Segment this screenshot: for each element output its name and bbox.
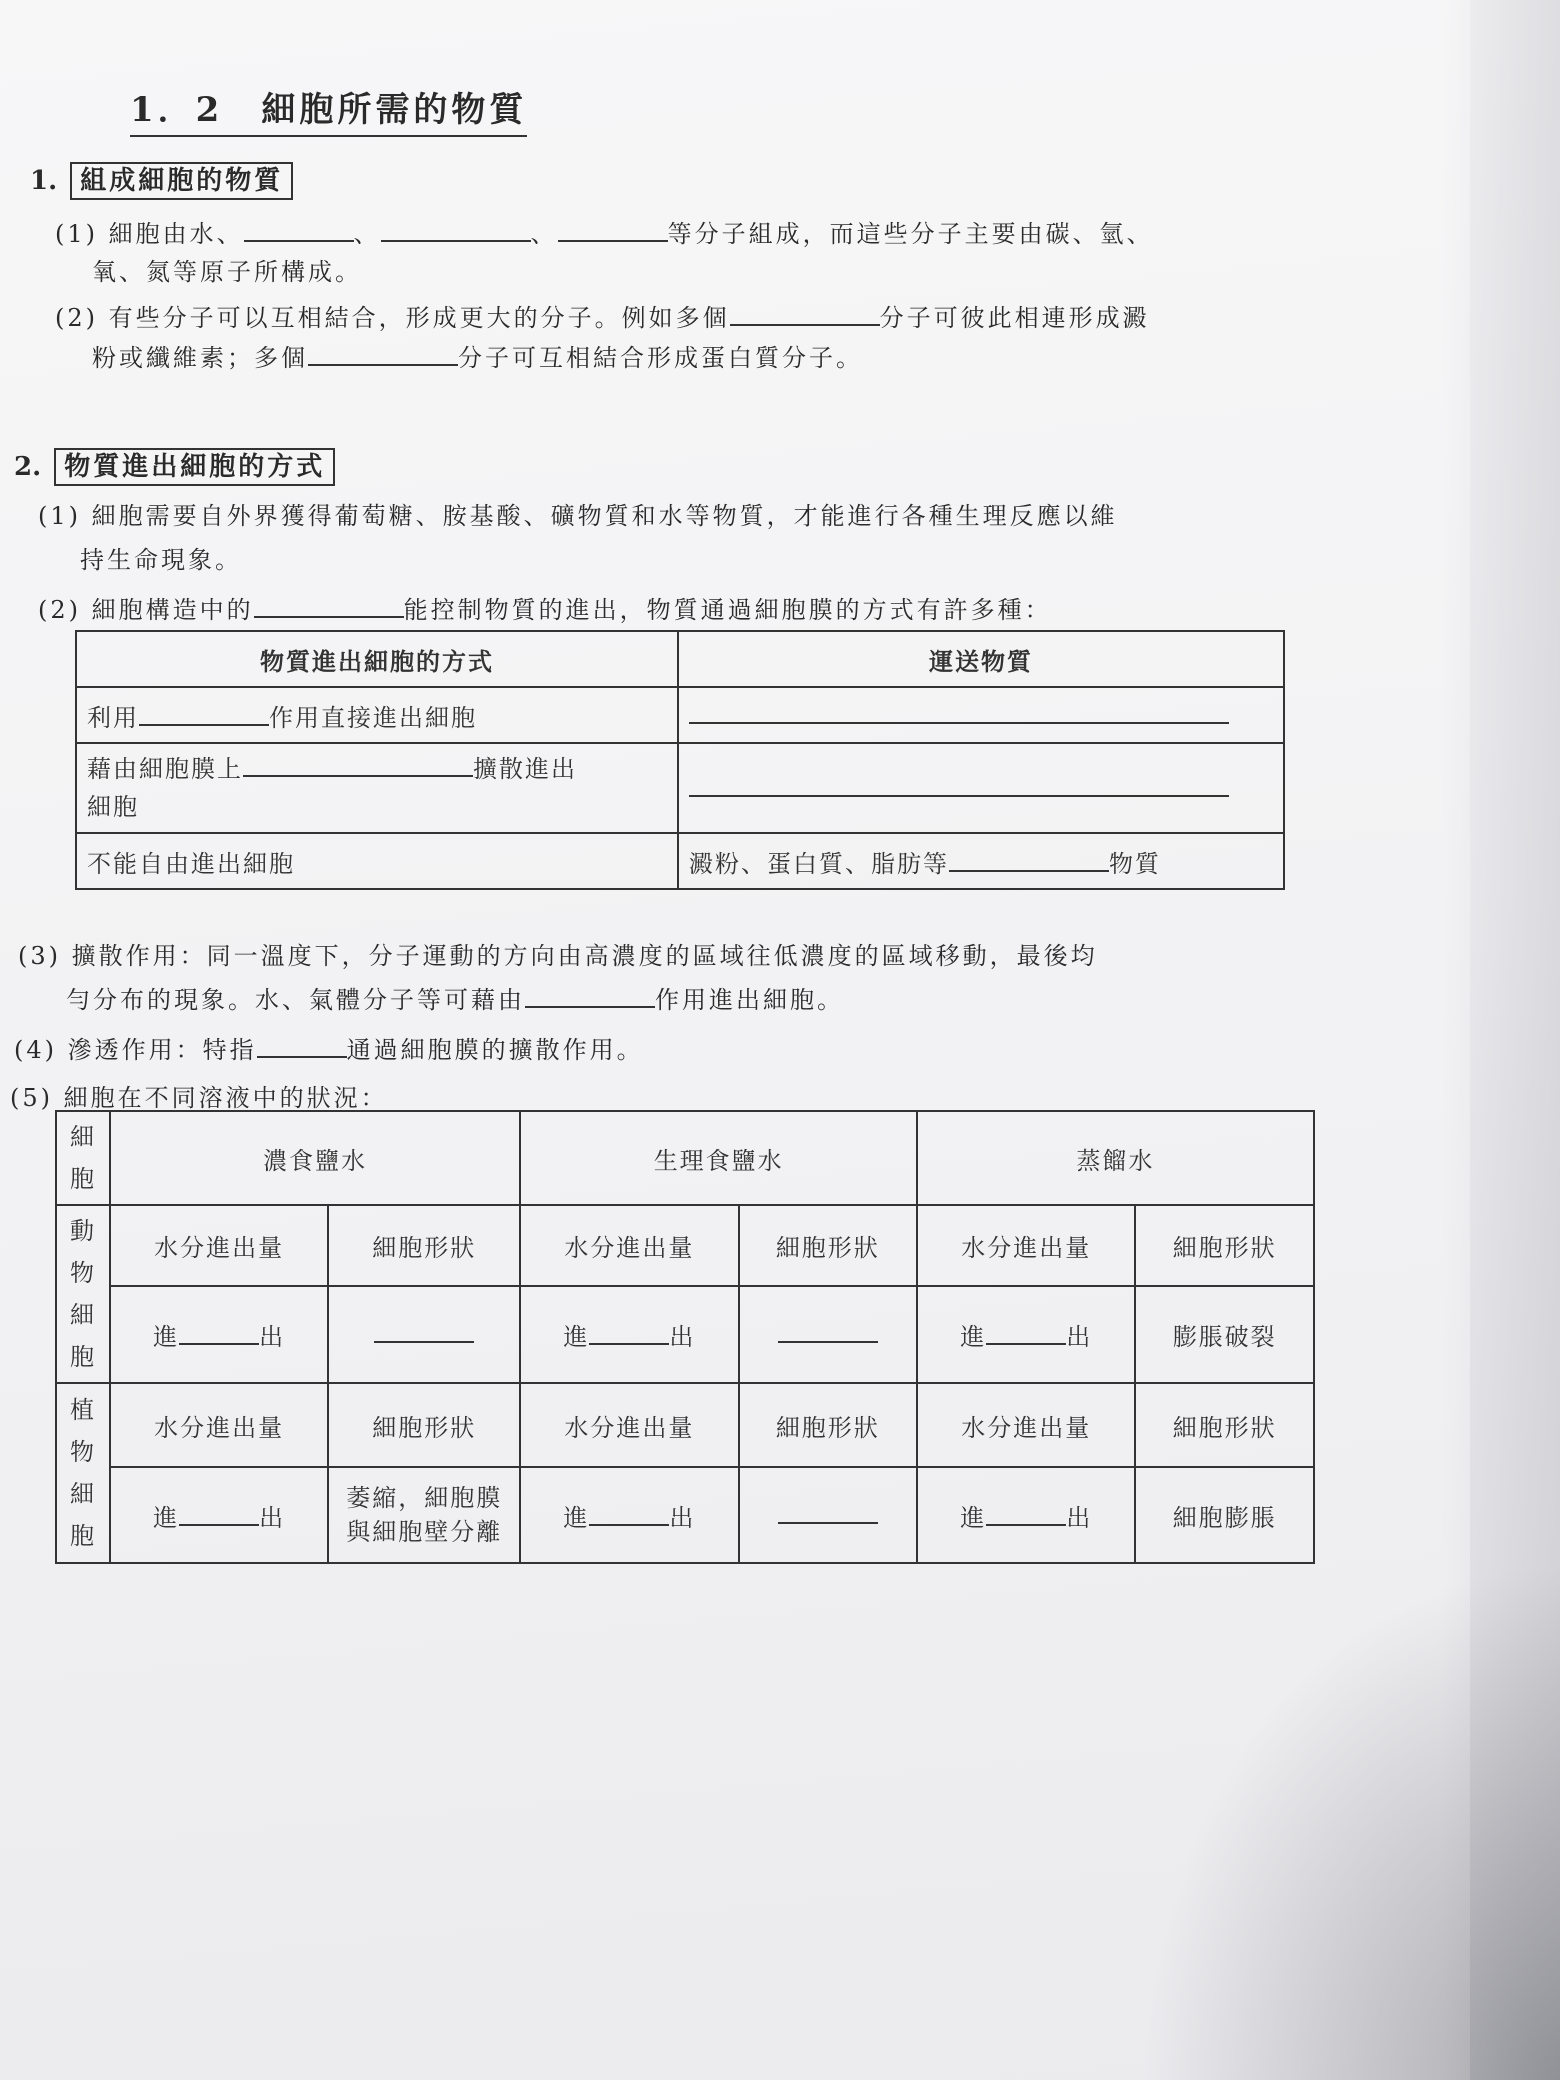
text: 通過細胞膜的擴散作用。 xyxy=(346,1036,644,1064)
answer-blank[interactable] xyxy=(689,700,1229,724)
table-cell xyxy=(520,1286,738,1383)
text: 作用進出細胞。 xyxy=(655,986,844,1014)
table-row xyxy=(76,687,1284,743)
table-header: 蒸餾水 xyxy=(917,1111,1314,1205)
table-cell: 水分進出量 xyxy=(110,1205,328,1286)
para4 xyxy=(14,1030,644,1065)
table-cell xyxy=(520,1467,738,1563)
table-header: 生理食鹽水 xyxy=(520,1111,917,1205)
table-row xyxy=(56,1111,1314,1205)
answer-blank[interactable] xyxy=(254,594,404,618)
answer-blank[interactable] xyxy=(730,302,880,326)
row-header-plant: 植物細胞 xyxy=(56,1383,110,1563)
text: 進 xyxy=(563,1322,590,1351)
section2-title: 物質進出細胞的方式 xyxy=(54,448,335,486)
table-cell xyxy=(328,1286,520,1383)
text: 進 xyxy=(563,1503,590,1532)
text: 出 xyxy=(1066,1322,1093,1351)
table-cell: 水分進出量 xyxy=(520,1383,738,1467)
table-corner: 細胞 xyxy=(56,1111,110,1205)
para3-line1: (3) 擴散作用：同一溫度下，分子運動的方向由高濃度的區域往低濃度的區域移動，最後均 xyxy=(18,942,1098,970)
row-header-animal: 動物細胞 xyxy=(56,1205,110,1383)
text: 進 xyxy=(960,1503,987,1532)
table-cell: 細胞形狀 xyxy=(328,1383,520,1467)
table-row xyxy=(76,833,1284,889)
table-cell: 水分進出量 xyxy=(110,1383,328,1467)
section1-number: 1. xyxy=(30,166,58,196)
table-header: 濃食鹽水 xyxy=(110,1111,520,1205)
answer-blank[interactable] xyxy=(986,1502,1066,1526)
text: 利用 xyxy=(87,703,139,732)
answer-blank[interactable] xyxy=(244,218,354,242)
table-cell xyxy=(917,1467,1135,1563)
section2-p1-line2: 持生命現象。 xyxy=(80,546,242,574)
table-cell: 膨脹破裂 xyxy=(1135,1286,1314,1383)
table-cell: 細胞形狀 xyxy=(739,1205,918,1286)
text: (2) 細胞構造中的 xyxy=(38,596,254,624)
section1-p1-line2: 氧、氮等原子所構成。 xyxy=(92,258,362,286)
section1-p2-line1 xyxy=(55,298,1150,333)
section2-p2 xyxy=(38,590,1052,625)
table-cell xyxy=(678,833,1284,889)
table-cell: 細胞形狀 xyxy=(328,1205,520,1286)
text: 出 xyxy=(259,1322,286,1351)
table-row xyxy=(56,1383,1314,1467)
table-cell: 水分進出量 xyxy=(917,1205,1135,1286)
table-cell xyxy=(76,743,678,833)
answer-blank[interactable] xyxy=(689,773,1229,797)
text: 出 xyxy=(669,1503,696,1532)
para5: (5) 細胞在不同溶液中的狀況： xyxy=(10,1084,388,1112)
table-cell: 水分進出量 xyxy=(917,1383,1135,1467)
text: 出 xyxy=(259,1503,286,1532)
answer-blank[interactable] xyxy=(308,342,458,366)
table-row xyxy=(76,631,1284,687)
table-cell: 水分進出量 xyxy=(520,1205,738,1286)
text: 進 xyxy=(153,1503,180,1532)
section1-p2-line2 xyxy=(92,338,863,373)
text: 進 xyxy=(153,1322,180,1351)
text: 物質 xyxy=(1109,849,1161,878)
answer-blank[interactable] xyxy=(243,753,473,777)
table-cell xyxy=(76,687,678,743)
answer-blank[interactable] xyxy=(257,1034,347,1058)
table-cell: 細胞形狀 xyxy=(1135,1383,1314,1467)
table-cell: 細胞形狀 xyxy=(739,1383,918,1467)
section2-p1-line1: (1) 細胞需要自外界獲得葡萄糖、胺基酸、礦物質和水等物質，才能進行各種生理反應以維 xyxy=(38,502,1118,530)
answer-blank[interactable] xyxy=(374,1319,474,1343)
answer-blank[interactable] xyxy=(778,1319,878,1343)
text: 澱粉、蛋白質、脂肪等 xyxy=(689,849,949,878)
answer-blank[interactable] xyxy=(949,848,1109,872)
answer-blank[interactable] xyxy=(589,1321,669,1345)
answer-blank[interactable] xyxy=(381,218,531,242)
table-cell xyxy=(739,1286,918,1383)
text: 、 xyxy=(353,220,381,248)
table-cell: 萎縮，細胞膜與細胞壁分離 xyxy=(328,1467,520,1563)
text: 出 xyxy=(669,1322,696,1351)
section2-heading xyxy=(14,446,335,483)
table-cell xyxy=(917,1286,1135,1383)
answer-blank[interactable] xyxy=(179,1321,259,1345)
table-cell: 不能自由進出細胞 xyxy=(76,833,678,889)
text: 進 xyxy=(960,1322,987,1351)
text: 出 xyxy=(1066,1503,1093,1532)
text: 分子可互相結合形成蛋白質分子。 xyxy=(458,344,863,372)
page-title: 1．2 細胞所需的物質 xyxy=(130,82,527,137)
table-row xyxy=(56,1286,1314,1383)
table-cell xyxy=(110,1467,328,1563)
answer-blank[interactable] xyxy=(525,984,655,1008)
table-row xyxy=(56,1205,1314,1286)
answer-blank[interactable] xyxy=(986,1321,1066,1345)
table-cell: 細胞形狀 xyxy=(1135,1205,1314,1286)
answer-blank[interactable] xyxy=(778,1500,878,1524)
answer-blank[interactable] xyxy=(139,702,269,726)
text: 粉或纖維素；多個 xyxy=(92,344,308,372)
solution-table xyxy=(55,1110,1315,1564)
section1-title: 組成細胞的物質 xyxy=(70,162,293,200)
answer-blank[interactable] xyxy=(558,218,668,242)
text: 能控制物質的進出，物質通過細胞膜的方式有許多種： xyxy=(403,596,1052,624)
text: 藉由細胞膜上 xyxy=(87,755,243,783)
corner-shadow xyxy=(1140,1560,1560,2080)
table-cell xyxy=(739,1467,918,1563)
table-header: 運送物質 xyxy=(678,631,1284,687)
text: 擴散進出 xyxy=(473,755,577,783)
text: 分子可彼此相連形成澱 xyxy=(879,304,1150,332)
answer-blank[interactable] xyxy=(589,1502,669,1526)
table-row xyxy=(56,1467,1314,1563)
text: (2) 有些分子可以互相結合，形成更大的分子。例如多個 xyxy=(55,304,730,332)
section1-p1-line1 xyxy=(55,214,1154,249)
table-cell xyxy=(678,743,1284,833)
text: 細胞 xyxy=(87,793,139,821)
text: (4) 滲透作用：特指 xyxy=(14,1036,257,1064)
text: 、 xyxy=(530,220,558,248)
table-cell: 細胞膨脹 xyxy=(1135,1467,1314,1563)
text: 等分子組成，而這些分子主要由碳、氫、 xyxy=(667,220,1154,248)
table-cell xyxy=(110,1286,328,1383)
text: (1) 細胞由水、 xyxy=(55,220,244,248)
section2-number: 2. xyxy=(14,452,42,482)
para3-line2 xyxy=(66,980,844,1015)
section1-heading xyxy=(30,160,293,197)
text: 作用直接進出細胞 xyxy=(269,703,477,732)
transport-table xyxy=(75,630,1285,890)
table-header: 物質進出細胞的方式 xyxy=(76,631,678,687)
answer-blank[interactable] xyxy=(179,1502,259,1526)
table-row xyxy=(76,743,1284,833)
table-cell xyxy=(678,687,1284,743)
text: 勻分布的現象。水、氣體分子等可藉由 xyxy=(66,986,525,1014)
